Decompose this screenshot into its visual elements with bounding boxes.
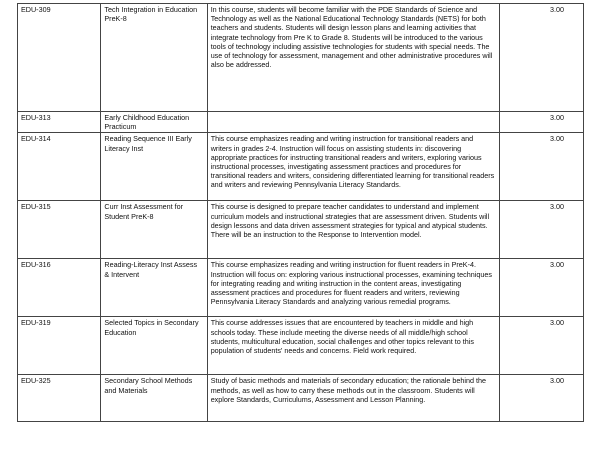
course-description: Study of basic methods and materials of secondary education; the rationale behind the methods, as well as how to carry these methods out in the classroom. Students will explore Standards, Curriculums, Assessment and Lesson Planning. [207,375,499,422]
course-title: Selected Topics in Secondary Education [101,317,207,375]
course-title: Reading Sequence III Early Literacy Inst [101,133,207,201]
course-credits: 3.00 [550,202,564,212]
table-row [18,133,584,201]
course-code: EDU-316 [18,259,101,317]
course-credits: 3.00 [550,318,564,328]
course-code: EDU-314 [18,133,101,201]
course-credits: 3.00 [550,260,564,270]
table-row [18,4,584,112]
course-title: Secondary School Methods and Materials [101,375,207,422]
course-credits-cell [499,112,583,133]
table-row [18,375,584,422]
course-credits-cell [499,133,583,201]
course-credits-cell [499,259,583,317]
table-row [18,112,584,133]
course-code: EDU-313 [18,112,101,133]
course-title: Tech Integration in Education PreK-8 [101,4,207,112]
course-description: This course addresses issues that are encountered by teachers in middle and high schools today. These include meeting the diverse needs of all middle/high school students, multicultural education, social challenges and other topics relevant to this population of students' needs and concerns. Field work required. [207,317,499,375]
course-table [17,3,584,422]
course-title: Early Childhood Education Practicum [101,112,207,133]
table-row [18,259,584,317]
course-credits: 3.00 [550,113,564,122]
course-credits-cell [499,375,583,422]
course-description: This course is designed to prepare teacher candidates to understand and implement curriculum models and instructional strategies that are assessment driven. Students will design lessons and data driven assessment strategies for typical and atypical students. There will be an instruction to the Response to Intervention model. [207,201,499,259]
course-title: Curr Inst Assessment for Student PreK-8 [101,201,207,259]
table-row [18,317,584,375]
course-code: EDU-325 [18,375,101,422]
course-title: Reading-Literacy Inst Assess & Intervent [101,259,207,317]
course-code: EDU-309 [18,4,101,112]
course-credits: 3.00 [550,376,564,386]
course-credits: 3.00 [550,5,564,14]
course-credits-cell [499,201,583,259]
course-code: EDU-319 [18,317,101,375]
course-description: This course emphasizes reading and writing instruction for transitional readers and writers in grades 2-4. Instruction will focus on assisting students in: discovering appropriate practices for instructing transitional readers and writers, exploring various instructional processes, investigating assessment practices and procedures for transitional readers and writers, considering differentiated learning for transitional readers and writers and reviewing Pennsylvania Literacy Standards. [207,133,499,201]
course-credits-cell [499,4,583,112]
course-description [207,112,499,133]
course-description: This course emphasizes reading and writing instruction for fluent readers in PreK-4. Instruction will focus on: exploring various instructional processes, examining techniques for integrating reading and writing instruction in the content areas, investigating assessment practices and procedures for fluent readers and writers, reviewing Pennsylvania Literacy Standards and analyzing various remedial programs. [207,259,499,317]
course-credits: 3.00 [550,134,564,144]
table-row [18,201,584,259]
course-code: EDU-315 [18,201,101,259]
course-credits-cell [499,317,583,375]
course-description: In this course, students will become familiar with the PDE Standards of Science and Technology as well as the National Educational Technology Standards (NETS) for both teachers and students. Students will design lesson plans and learning activities that integrate technology from Pre K to Grade 8. Students will be introduced to the various tools of technology including assistive technologies for students with special needs. The use of technology for assessment, management and other administrative procedures will also be addressed. [207,4,499,112]
